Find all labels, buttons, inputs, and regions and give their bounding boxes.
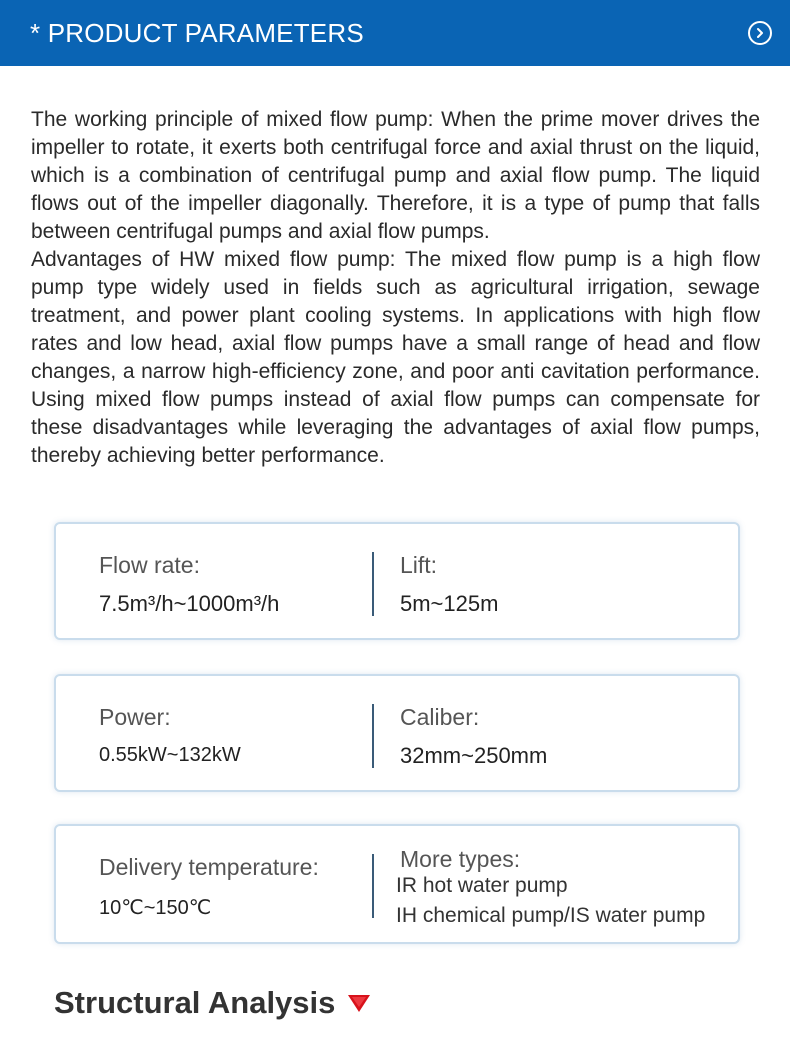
spec-label: Caliber: xyxy=(400,704,480,730)
spec-divider xyxy=(372,854,374,918)
spec-label: Lift: xyxy=(400,552,438,578)
spec-value: 5m~125m xyxy=(400,591,499,616)
page-title: * PRODUCT PARAMETERS xyxy=(30,17,364,48)
spec-value: 7.5m³/h~1000m³/h xyxy=(99,591,280,616)
red-down-triangle-icon xyxy=(347,985,371,1021)
spec-power xyxy=(99,676,369,790)
spec-value: 32mm~250mm xyxy=(400,743,548,768)
list-item: IR hot water pump xyxy=(396,874,568,897)
intro-paragraph-advantages: Advantages of HW mixed flow pump: The mixed flow pump is a high flow pump type widely used in fields such as agricultural irrigation, sewage treatment, and power plant cooling systems. In applications with high flow rates and low head, axial flow pumps have a small range of head and flow changes, a narrow high-efficiency zone, and poor anti cavitation performance. Using mixed flow pumps instead of axial flow pumps can compensate for these disadvantages while leveraging the advantages of axial flow pumps, thereby achieving better performance. xyxy=(31,248,760,467)
section-heading xyxy=(54,985,371,1021)
header-bar xyxy=(0,0,790,66)
chevron-right-icon xyxy=(754,27,766,39)
spec-more-types xyxy=(396,826,740,942)
intro-paragraph-principle: The working principle of mixed flow pump: When the prime mover drives the impeller to rotate, it exerts both centrifugal force and axial thrust on the liquid, which is a combination of centrifugal pump and axial flow pump. The liquid flows out of the impeller diagonally. Therefore, it is a type of pump that falls between centrifugal pumps and axial flow pumps. xyxy=(31,108,760,243)
circle-chevron-right-icon[interactable] xyxy=(748,21,772,45)
intro-text xyxy=(31,106,760,470)
spec-divider xyxy=(372,704,374,768)
spec-card-temperature-types xyxy=(54,824,740,944)
spec-caliber xyxy=(400,676,740,790)
spec-value: 0.55kW~132kW xyxy=(99,744,241,766)
spec-label: Flow rate: xyxy=(99,552,200,578)
spec-value: 10℃~150℃ xyxy=(99,897,212,919)
spec-label: More types: xyxy=(400,846,521,872)
spec-divider xyxy=(372,552,374,616)
list-item: IH chemical pump/IS water pump xyxy=(396,904,706,927)
spec-label: Delivery temperature: xyxy=(99,854,319,880)
spec-delivery-temperature xyxy=(99,826,369,942)
spec-card-power-caliber xyxy=(54,674,740,792)
spec-flow-rate xyxy=(99,524,369,638)
spec-label: Power: xyxy=(99,704,171,730)
more-types-list xyxy=(396,871,705,931)
spec-lift xyxy=(400,524,740,638)
section-title-text: Structural Analysis xyxy=(54,985,336,1020)
spec-card-flow-lift xyxy=(54,522,740,640)
